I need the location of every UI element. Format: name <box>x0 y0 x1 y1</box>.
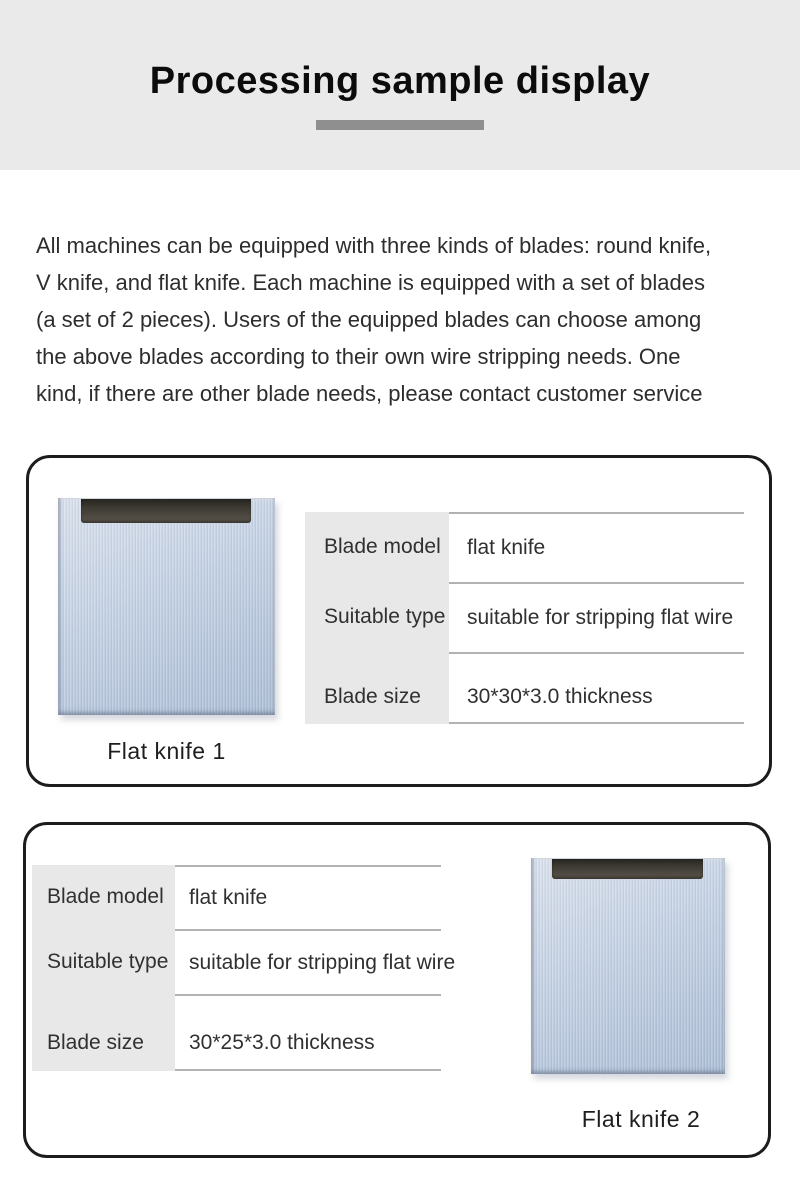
intro-line: (a set of 2 pieces). Users of the equipped blades can choose among <box>36 307 702 332</box>
blade-caption: Flat knife 2 <box>581 1106 701 1132</box>
intro-line: the above blades according to their own wire stripping needs. One <box>36 344 681 369</box>
spec-value-column <box>449 512 744 724</box>
blade-notch <box>81 499 251 523</box>
spec-row-label: Blade size <box>47 1030 144 1054</box>
spec-table <box>305 512 744 724</box>
intro-line: V knife, and flat knife. Each machine is equipped with a set of blades <box>36 270 705 295</box>
spec-row-value: 30*30*3.0 thickness <box>449 652 744 724</box>
spec-row-value: 30*25*3.0 thickness <box>175 994 441 1071</box>
intro-paragraph <box>36 227 776 412</box>
spec-label-column <box>305 512 449 724</box>
flat-knife-1-photo <box>58 498 275 715</box>
page-title: Processing sample display <box>149 60 651 102</box>
spec-row-value: suitable for stripping flat wire <box>449 582 744 652</box>
spec-row-value: flat knife <box>449 512 744 582</box>
intro-line: All machines can be equipped with three kinds of blades: round knife, <box>36 233 712 258</box>
spec-row-label: Blade size <box>324 685 421 708</box>
spec-row-label: Blade model <box>324 535 441 558</box>
spec-row-value: suitable for stripping flat wire <box>175 929 441 994</box>
page-header <box>0 0 800 170</box>
spec-table <box>32 865 456 1071</box>
title-underline <box>316 120 484 130</box>
product-panel-flat-knife-2 <box>23 822 771 1158</box>
flat-knife-2-photo <box>531 858 725 1074</box>
blade-caption: Flat knife 1 <box>107 738 226 764</box>
spec-label-column <box>32 865 175 1071</box>
spec-row-label: Suitable type <box>47 949 169 973</box>
spec-row-label: Blade model <box>47 885 164 908</box>
spec-row-value: flat knife <box>175 865 441 929</box>
intro-line: kind, if there are other blade needs, please contact customer service <box>36 381 703 406</box>
product-panel-flat-knife-1 <box>26 455 772 787</box>
spec-value-column <box>175 865 456 1071</box>
spec-row-label: Suitable type <box>324 605 446 628</box>
blade-notch <box>552 859 703 879</box>
